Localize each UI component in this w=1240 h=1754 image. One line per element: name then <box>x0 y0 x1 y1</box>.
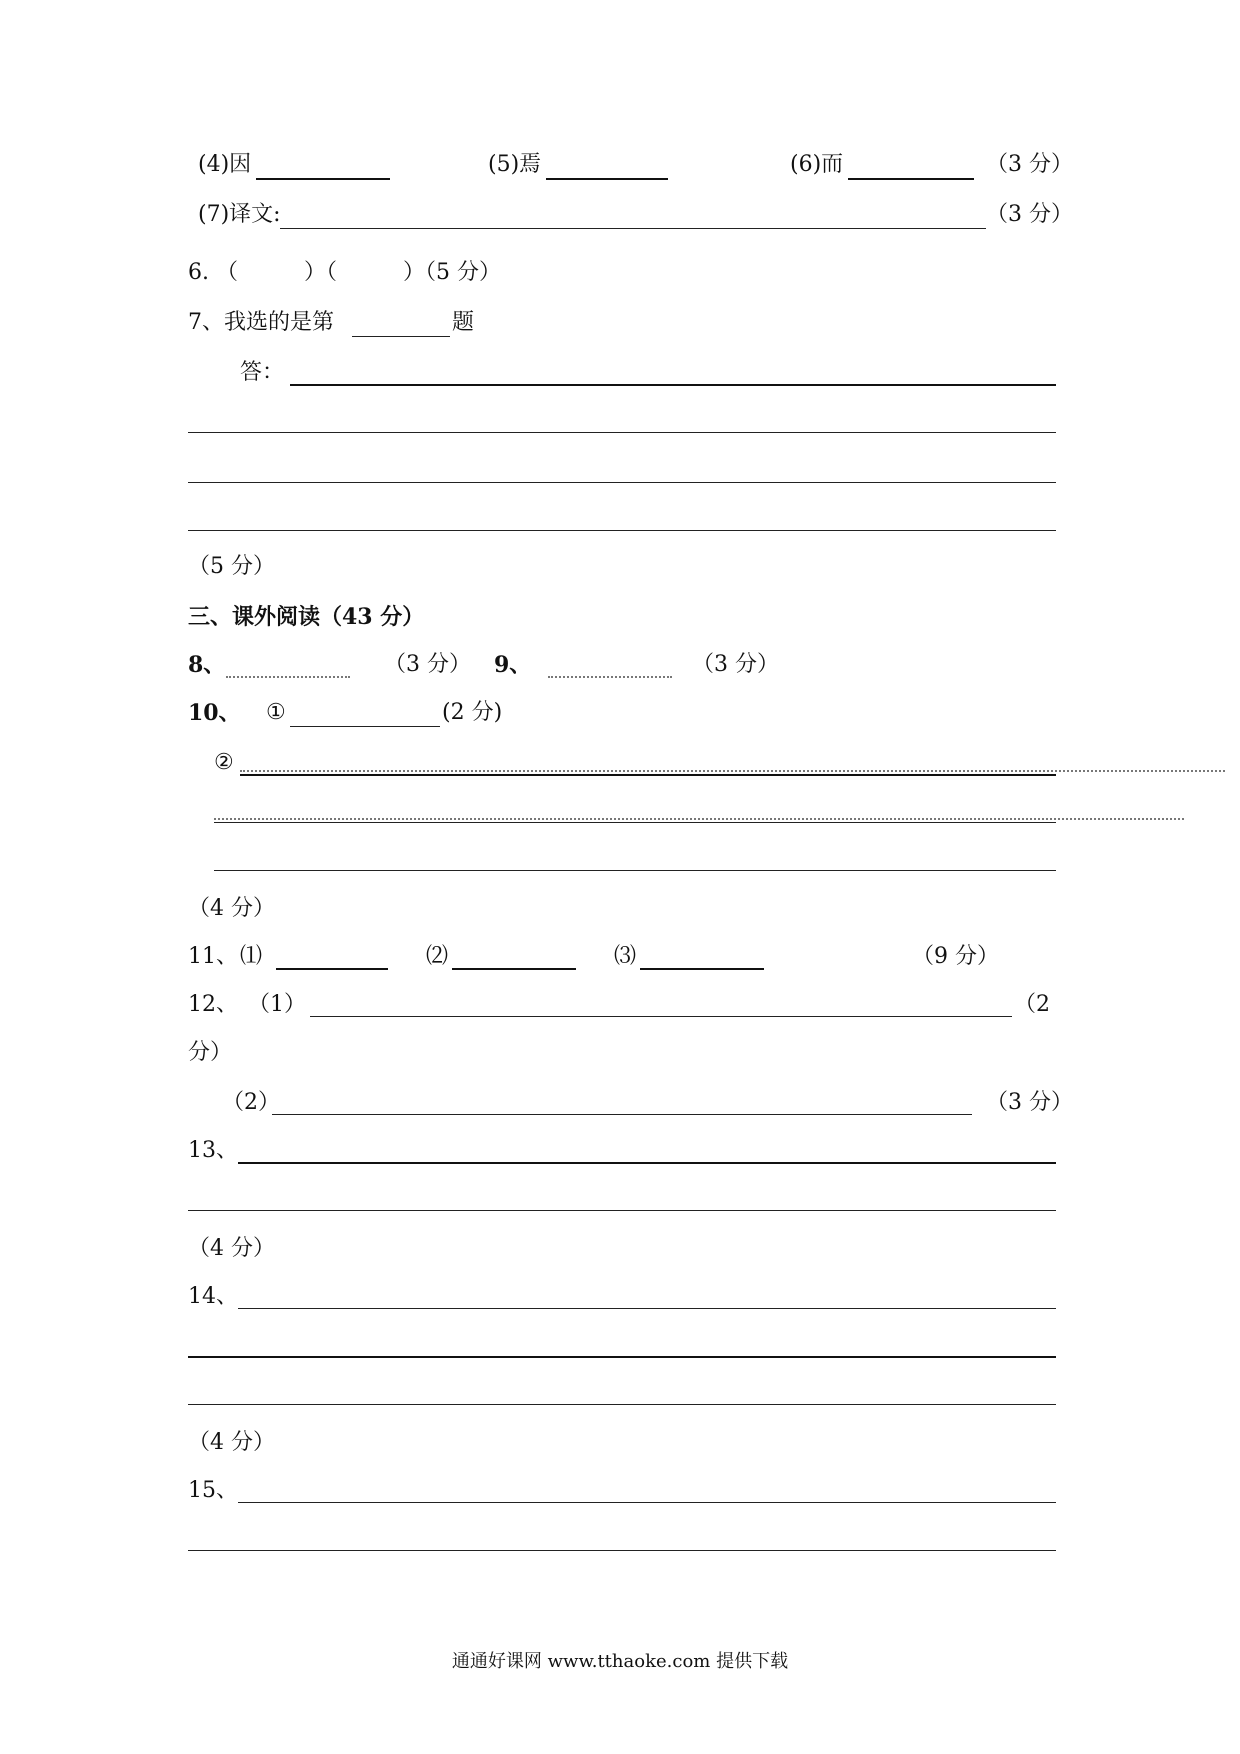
q10-answer-line-1[interactable] <box>240 774 1056 776</box>
q13-score: （4 分） <box>188 1236 275 1261</box>
q7-choice-blank[interactable] <box>352 336 450 337</box>
q10-dotted-guide-1 <box>240 770 1225 772</box>
q9-score: （3 分） <box>692 652 779 677</box>
q7-answer-label: 答： <box>240 360 285 385</box>
q12-score-1-b: 分） <box>188 1040 233 1065</box>
q10-score: （4 分） <box>188 896 275 921</box>
q5-score-b: （3 分） <box>986 202 1073 227</box>
q8-number: 8、 <box>188 652 226 678</box>
q11-part-3: ⑶ <box>614 944 637 969</box>
q11-number: 11、 <box>188 944 238 969</box>
q11-score: （9 分） <box>912 944 999 969</box>
q10-answer-line-3[interactable] <box>214 870 1056 871</box>
q11-blank-2[interactable] <box>452 968 576 970</box>
q12-score-2: （3 分） <box>986 1090 1073 1115</box>
q10-score-1: (2 分) <box>442 700 503 725</box>
q13-answer-line-2[interactable] <box>188 1210 1056 1211</box>
q15-answer-line-1[interactable] <box>238 1502 1056 1503</box>
q10-blank-1[interactable] <box>290 726 440 727</box>
q14-answer-line-1[interactable] <box>238 1308 1056 1309</box>
q9-blank[interactable] <box>548 676 672 678</box>
q12-blank-1[interactable] <box>310 1016 1012 1017</box>
q5-item-5-label: (5)焉 <box>488 152 542 177</box>
q12-score-1-a: （2 <box>1014 992 1050 1017</box>
q11-blank-3[interactable] <box>640 968 764 970</box>
q7-prefix: 7、我选的是第 <box>188 310 334 335</box>
q11-part-1: ⑴ <box>240 944 263 969</box>
q5-item-4-label: (4)因 <box>198 152 252 177</box>
q10-mark-1: ① <box>266 700 286 725</box>
q5-item-4-blank[interactable] <box>256 178 390 180</box>
q5-item-6-label: (6)而 <box>790 152 844 177</box>
q14-answer-line-3[interactable] <box>188 1404 1056 1405</box>
q10-number: 10、 <box>188 700 241 726</box>
q10-mark-2: ② <box>214 750 234 775</box>
q13-number: 13、 <box>188 1138 238 1163</box>
q12-blank-2[interactable] <box>272 1114 972 1115</box>
q5-score-a: （3 分） <box>986 152 1073 177</box>
q9-number: 9、 <box>494 652 532 678</box>
q5-item-7-label: (7)译文: <box>198 202 281 227</box>
q14-number: 14、 <box>188 1284 238 1309</box>
q11-part-2: ⑵ <box>426 944 449 969</box>
q14-answer-line-2[interactable] <box>188 1356 1056 1358</box>
q7-answer-line-1[interactable] <box>290 384 1056 386</box>
q15-answer-line-2[interactable] <box>188 1550 1056 1551</box>
q7-answer-line-4[interactable] <box>188 530 1056 531</box>
q11-blank-1[interactable] <box>276 968 388 970</box>
q8-blank[interactable] <box>226 676 350 678</box>
q5-item-5-blank[interactable] <box>546 178 668 180</box>
q12-part-2: （2） <box>222 1090 280 1115</box>
q5-item-7-blank[interactable] <box>280 228 986 229</box>
q6-text: 6. （ ）（ ）（5 分） <box>188 260 501 285</box>
q12-number: 12、 <box>188 992 238 1017</box>
q14-score: （4 分） <box>188 1430 275 1455</box>
section-3-title: 三、课外阅读（43 分） <box>188 604 425 630</box>
q12-part-1: （1） <box>248 992 306 1017</box>
q7-answer-line-2[interactable] <box>188 432 1056 433</box>
q5-item-6-blank[interactable] <box>848 178 974 180</box>
q13-answer-line-1[interactable] <box>238 1162 1056 1164</box>
page-footer: 通通好课网 www.tthaoke.com 提供下载 <box>451 1651 789 1672</box>
q7-answer-line-3[interactable] <box>188 482 1056 483</box>
q15-number: 15、 <box>188 1478 238 1503</box>
q7-suffix: 题 <box>452 310 475 335</box>
q10-dotted-guide-2 <box>214 818 1184 820</box>
q8-score: （3 分） <box>384 652 471 677</box>
q7-score: （5 分） <box>188 554 275 579</box>
q10-answer-line-2[interactable] <box>214 822 1056 823</box>
